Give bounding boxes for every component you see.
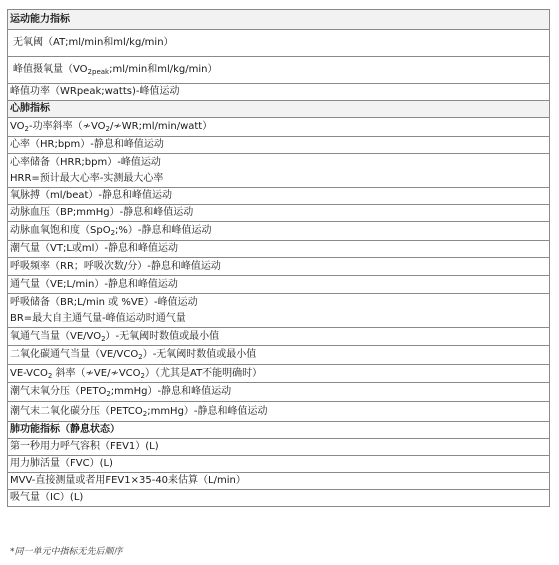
cell-text: 峰值摄氧量（VO <box>13 64 88 75</box>
cell-text: 二氧化碳通气当量（VE/VCO <box>10 349 139 360</box>
cell-text: 无氧阈（AT;ml/min和ml/kg/min） <box>13 37 174 48</box>
table-cell <box>8 222 550 241</box>
cpet-indicators-table <box>7 9 550 507</box>
table-cell <box>8 57 550 84</box>
cell-text: ）-无氧阈时数值或最小值 <box>105 330 220 342</box>
cell-text: BR=最大自主通气量-峰值运动时通气量 <box>10 312 186 324</box>
table-row <box>8 456 550 473</box>
cell-text: 潮气量（VT;L或ml）-静息和峰值运动 <box>10 243 179 254</box>
table-cell <box>8 30 550 57</box>
table-cell <box>8 383 550 402</box>
cell-text: 氧通气当量（VE/VO <box>10 330 102 342</box>
table-cell <box>8 473 550 490</box>
table-cell <box>8 328 550 346</box>
table-row <box>8 241 550 258</box>
table-row <box>8 439 550 456</box>
cell-text: 通气量（VE;L/min）-静息和峰值运动 <box>10 278 178 290</box>
table-row <box>8 402 550 422</box>
table-cell <box>8 118 550 137</box>
table-row <box>8 258 550 276</box>
table-row <box>8 346 550 365</box>
table-row <box>8 84 550 101</box>
cell-text: 呼吸频率（RR；呼吸次数/分）-静息和峰值运动 <box>10 260 221 272</box>
cell-text: 第一秒用力呼气容积（FEV1）(L) <box>10 441 159 452</box>
subscript-text: 2 <box>138 353 143 361</box>
table-cell <box>8 154 550 188</box>
table-row <box>8 222 550 241</box>
table-cell <box>8 188 550 205</box>
cell-line <box>10 295 549 311</box>
cell-text: ）（尤其是AT不能明确时） <box>145 367 263 379</box>
subscript-text: 2 <box>140 371 145 380</box>
subscript-text: 2 <box>105 125 111 133</box>
subscript-text: 2 <box>142 409 148 418</box>
subscript-text: 2 <box>101 334 106 343</box>
table-row <box>8 154 550 188</box>
cell-text: 斜率（≁VE/≁VCO <box>52 367 141 379</box>
cell-text: 动脉血氧饱和度（SpO <box>10 225 111 236</box>
cell-text: 氧脉搏（ml/beat）-静息和峰值运动 <box>10 190 173 201</box>
table-row <box>8 118 550 137</box>
cell-text: /≁WR;ml/min/watt） <box>110 121 213 132</box>
table-cell <box>8 490 550 507</box>
section-header-row <box>8 10 550 30</box>
section-title: 运动能力指标 <box>10 13 70 25</box>
table-cell <box>8 241 550 258</box>
cell-text: 呼吸储备（BR;L/min 或 %VE）-峰值运动 <box>10 296 198 308</box>
table-cell <box>8 294 550 328</box>
section-header-row <box>8 101 550 118</box>
cell-text: MVV-直接测量或者用FEV1×35-40来估算（L/min） <box>10 475 246 486</box>
table-cell <box>8 402 550 422</box>
table-cell <box>8 84 550 101</box>
table-cell <box>8 365 550 383</box>
cell-text: ;%）-静息和峰值运动 <box>115 225 212 236</box>
table-cell <box>8 205 550 222</box>
cell-text: 心率储备（HRR;bpm）-峰值运动 <box>10 156 161 168</box>
subscript-text: 2 <box>106 390 111 398</box>
table-row <box>8 57 550 84</box>
table-cell <box>8 346 550 365</box>
subscript-text: 2 <box>110 229 116 237</box>
table-cell <box>8 276 550 294</box>
cell-text: ;ml/min和ml/kg/min） <box>109 64 218 75</box>
cell-text: -功率斜率（≁VO <box>29 121 106 132</box>
cell-line <box>10 155 549 171</box>
cell-text: ;mmHg）-静息和峰值运动 <box>147 405 268 417</box>
cell-text: 心率（HR;bpm）-静息和峰值运动 <box>10 139 164 150</box>
subscript-text: 2peak <box>87 68 110 76</box>
table-row <box>8 365 550 383</box>
cell-text: 用力肺活量（FVC）(L) <box>10 458 113 469</box>
table-row <box>8 490 550 507</box>
table-row <box>8 137 550 154</box>
subscript-text: 2 <box>47 371 53 380</box>
cell-text: HRR=预计最大心率-实测最大心率 <box>10 172 164 184</box>
table-row <box>8 188 550 205</box>
cell-text: ;mmHg）-静息和峰值运动 <box>110 386 232 397</box>
cell-text: 潮气末二氧化碳分压（PETCO <box>10 405 143 417</box>
cell-text: 峰值功率（WRpeak;watts)-峰值运动 <box>10 86 180 97</box>
table-row <box>8 294 550 328</box>
table-row <box>8 328 550 346</box>
cell-line <box>10 311 549 327</box>
section-header-row <box>8 422 550 439</box>
table-row <box>8 205 550 222</box>
table-row <box>8 30 550 57</box>
section-header-cell <box>8 422 550 439</box>
footnote: *同一单元中指标无先后顺序 <box>10 547 123 557</box>
table-cell <box>8 258 550 276</box>
table-cell <box>8 137 550 154</box>
cell-text: 吸气量（IC）(L) <box>10 492 84 503</box>
subscript-text: 2 <box>24 125 30 133</box>
section-header-cell <box>8 101 550 118</box>
section-title: 心肺指标 <box>10 103 50 114</box>
cell-text: ）-无氧阈时数值或最小值 <box>142 349 257 360</box>
section-title: 肺功能指标（静息状态） <box>10 424 120 435</box>
table-cell <box>8 439 550 456</box>
cell-text: VO <box>10 121 25 132</box>
cell-text: VE-VCO <box>10 367 48 379</box>
table-row <box>8 473 550 490</box>
cell-text: 动脉血压（BP;mmHg）-静息和峰值运动 <box>10 207 194 218</box>
cell-line <box>10 171 549 187</box>
section-header-cell <box>8 10 550 30</box>
table-cell <box>8 456 550 473</box>
table-row <box>8 276 550 294</box>
cell-text: 潮气末氧分压（PETO <box>10 386 107 397</box>
table-row <box>8 383 550 402</box>
